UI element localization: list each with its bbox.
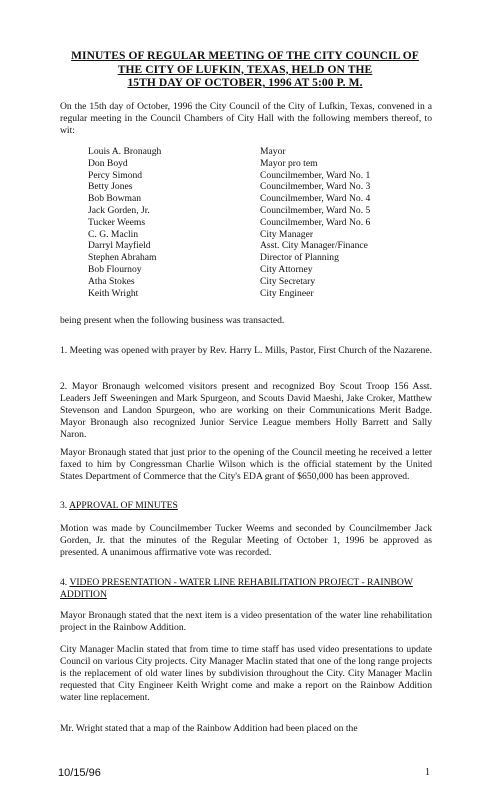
member-row	[88, 158, 388, 170]
minutes-motion-paragraph: Motion was made by Councilmember Tucker Weems and seconded by Councilmember Jack Gorden, Jr. that the minutes of the Regular Meeting of October 1, 1996 be approved as presented. A unanimous affirmative vote was recorded.	[60, 523, 432, 558]
member-row	[88, 276, 388, 288]
city-manager-paragraph: City Manager Maclin stated that from time to time staff has used video presentations to update Council on various City projects. City Manager Maclin stated that one of the long range projects is the replacement of old water lines by subdivision throughout the City. City Manager Maclin requested that City Engineer Keith Wright come and make a report on the Rainbow Addition water line replacement.	[60, 644, 432, 703]
member-row	[88, 205, 388, 217]
footer-date: 10/15/96	[58, 767, 101, 779]
member-row	[88, 146, 388, 158]
member-name: Louis A. Bronaugh	[88, 146, 162, 157]
member-name: C. G. Maclin	[88, 228, 139, 240]
intro-paragraph: On the 15th day of October, 1996 the City Council of the City of Lufkin, Texas, convened in a regular meeting in the Council Chambers of City Hall with the following members thereof, to wit:	[60, 101, 432, 136]
member-name: Don Boyd	[88, 157, 128, 169]
title-line-1: MINUTES OF REGULAR MEETING OF THE CITY COUNCIL OF	[71, 50, 419, 62]
section-title: VIDEO PRESENTATION - WATER LINE REHABILITATION PROJECT - RAINBOW ADDITION	[60, 577, 413, 600]
video-intro-paragraph: Mayor Bronaugh stated that the next item is a video presentation of the water line rehabilitation project in the Rainbow Addition.	[60, 610, 432, 633]
member-name: Keith Wright	[88, 287, 139, 299]
member-role: City Secretary	[260, 275, 316, 287]
member-name: Percy Simond	[88, 169, 143, 181]
member-role: Mayor	[260, 146, 286, 157]
being-present-text: being present when the following business was transacted.	[60, 315, 285, 326]
member-role: Councilmember, Ward No. 1	[260, 169, 371, 181]
section-number: 3.	[60, 500, 68, 511]
item-1-prayer: 1. Meeting was opened with prayer by Rev. Harry L. Mills, Pastor, First Church of the Nazarene.	[60, 345, 432, 356]
member-role: Councilmember, Ward No. 4	[260, 193, 371, 205]
member-role: Councilmember, Ward No. 5	[260, 204, 371, 216]
member-name: Tucker Weems	[88, 216, 146, 228]
attendance-list	[88, 146, 388, 299]
member-role: City Attorney	[260, 263, 313, 275]
member-row	[88, 264, 388, 276]
title-line-3: 15TH DAY OF OCTOBER, 1996 AT 5:00 P. M.	[127, 77, 363, 89]
member-row	[88, 240, 388, 252]
member-name: Darryl Mayfield	[88, 240, 151, 252]
member-row	[88, 193, 388, 205]
document-title	[40, 50, 450, 91]
member-role: City Manager	[260, 228, 314, 240]
member-row	[88, 288, 388, 300]
member-role: Councilmember, Ward No. 3	[260, 181, 371, 193]
member-name: Stephen Abraham	[88, 252, 157, 264]
member-role: Asst. City Manager/Finance	[260, 240, 368, 252]
member-role: City Engineer	[260, 287, 314, 299]
member-row	[88, 181, 388, 193]
member-name: Jack Gorden, Jr.	[88, 204, 150, 216]
section-heading-video-presentation	[60, 577, 432, 601]
member-row	[88, 217, 388, 229]
member-role: Mayor pro tem	[260, 157, 318, 169]
section-number: 4.	[60, 577, 68, 588]
member-row	[88, 170, 388, 182]
member-row	[88, 229, 388, 241]
member-name: Bob Bowman	[88, 193, 142, 205]
member-name: Atha Stokes	[88, 275, 135, 287]
grant-paragraph: Mayor Bronaugh stated that just prior to the opening of the Council meeting he received a letter faxed to him by Congressman Charlie Wilson which is the official statement by the United States Department of Commerce that the City's EDA grant of $650,000 has been approved.	[60, 447, 432, 482]
member-row	[88, 252, 388, 264]
member-role: Director of Planning	[260, 252, 339, 264]
title-line-2: THE CITY OF LUFKIN, TEXAS, HELD ON THE	[117, 63, 373, 76]
page-number: 1	[425, 767, 430, 778]
section-heading-approval-of-minutes	[60, 500, 432, 512]
member-name: Betty Jones	[88, 181, 133, 193]
member-name: Bob Flournoy	[88, 263, 142, 275]
member-role: Councilmember, Ward No. 6	[260, 216, 371, 228]
item-2-visitors: 2. Mayor Bronaugh welcomed visitors present and recognized Boy Scout Troop 156 Asst. Leaders Jeff Sweeningen and Mark Spurgeon, and Scouts David Maeshi, Jake Croker, Matthew Stevenson and Landon Spurgeon, who are working on their Communications Merit Badge. Mayor Bronaugh also recognized Junior Service League members Holly Barrett and Sally Naron.	[60, 381, 432, 440]
section-title: APPROVAL OF MINUTES	[69, 500, 178, 511]
wright-paragraph: Mr. Wright stated that a map of the Rainbow Addition had been placed on the	[60, 723, 358, 734]
